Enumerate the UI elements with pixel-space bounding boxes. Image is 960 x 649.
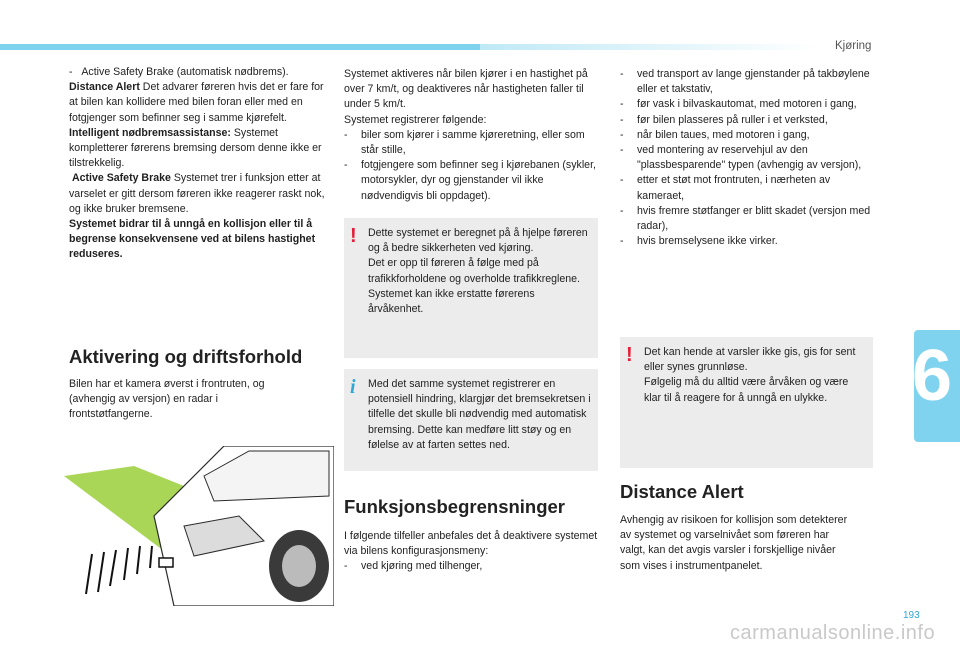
warning-box-driver-assist [344, 218, 598, 358]
col2-text [344, 67, 599, 204]
info-box-brake-circuit [344, 369, 598, 471]
limitation-item: - før bilen plasseres på ruller i et verksted, [620, 113, 828, 126]
warning-text: Dette systemet er beregnet på å hjelpe føreren og å bedre sikkerheten ved kjøring. [368, 227, 588, 255]
limitation-item: - før vask i bilvaskautomat, med motoren i gang, [620, 98, 857, 111]
limitations-list [620, 67, 872, 249]
intro-intelligent-brake: Intelligent nødbremsassistanse: Systemet kompletterer førerens bremsing dersom denne ikke er tilstrekkelig. [69, 126, 322, 170]
chapter-number: 6 [911, 336, 952, 416]
intro-distance-alert: Distance Alert Det advarer føreren hvis det er fare for at bilen kan kollidere med bilen foran eller med en fotgjenger som befinner seg i samme kjørefelt. [69, 81, 324, 124]
heading-distance-alert: Distance Alert [620, 481, 744, 502]
intro-active-safety-brake: Active Safety Brake Systemet trer i funksjon etter at varselet er gitt dersom føreren ikke reagerer raskt nok, og ikke bruker bremsene. [69, 172, 325, 215]
limitation-item: - hvis bremselysene ikke virker. [620, 235, 778, 248]
warning-text: Det er opp til føreren å følge med på trafikkforholdene og overholde trafikkreglene. [368, 257, 580, 285]
header-accent-fade [480, 44, 820, 50]
intro-block [69, 65, 325, 263]
detection-intro: Systemet registrerer følgende: [344, 113, 487, 126]
watermark: carmanualsonline.info [730, 622, 936, 644]
warning-icon: ! [350, 225, 357, 247]
car-camera-radar-illustration [64, 446, 334, 606]
heading-activation: Aktivering og driftsforhold [69, 346, 303, 367]
limitation-item: - ved kjøring med tilhenger, [344, 560, 483, 573]
limitations-intro: I følgende tilfeller anbefales det å deaktivere systemet via bilens konfigurasjonsmeny: [344, 530, 598, 558]
limitations-block [344, 529, 600, 575]
info-text: Med det samme systemet registrerer en potensiell hindring, klargjør det bremsekretsen i tilfelle det skulle bli nødvendig med automatisk bremsing. Dette kan medføre litt støy og en følelse av at farten settes ned. [368, 378, 591, 451]
limitation-item: - etter et støt mot frontruten, i nærheten av kameraet, [620, 174, 831, 202]
warning-text: Følgelig må du alltid være årvåken og være klar til å reagere for å unngå en ulykke. [644, 376, 849, 404]
heading-limitations: Funksjonsbegrensninger [344, 496, 566, 517]
warning-box-alerts [620, 337, 873, 468]
header-accent-bar [0, 44, 480, 50]
distance-alert-paragraph: Avhengig av risikoen for kollisjon som detekterer av systemet og varselnivået som føreren har valgt, kan det avgis varsler i forskjellige nivåer som vises i instrumentpanelet. [620, 514, 848, 572]
detection-item: - fotgjengere som befinner seg i kjørebanen (sykler, motorsykler, dyr og gjenstander vil ikke nødvendigvis bli oppdaget). [344, 159, 596, 202]
activation-speed-paragraph: Systemet aktiveres når bilen kjører i en hastighet på over 7 km/t, og deaktiveres når hastigheten faller til under 5 km/t. [344, 68, 588, 111]
limitation-item: - ved montering av reservehjul av den "plassbesparende" typen (avhengig av versjon), [620, 144, 862, 172]
activation-paragraph: Bilen har et kamera øverst i frontruten, og (avhengig av versjon) en radar i frontstøtfangerne. [69, 378, 265, 421]
warning-text: Systemet kan ikke erstatte førerens årvåkenhet. [368, 287, 535, 316]
limitation-item: - når bilen taues, med motoren i gang, [620, 128, 810, 141]
limitation-item: - ved transport av lange gjenstander på takbøylene eller et takstativ, [620, 68, 870, 96]
warning-text: Det kan hende at varsler ikke gis, gis for sent eller synes grunnløse. [644, 346, 856, 374]
detection-item: - biler som kjører i samme kjøreretning, eller som står stille, [344, 128, 585, 157]
info-icon: i [350, 376, 356, 398]
page-number: 193 [903, 610, 920, 621]
section-title: Kjøring [835, 40, 872, 52]
warning-icon: ! [626, 344, 633, 366]
intro-summary: Systemet bidrar til å unngå en kollisjon eller til å begrense konsekvensene ved at bilens hastighet reduseres. [69, 218, 316, 261]
intro-asb-line: - Active Safety Brake (automatisk nødbrems). [69, 66, 289, 78]
limitation-item: - hvis fremre støtfanger er blitt skadet (versjon med radar), [620, 204, 871, 233]
